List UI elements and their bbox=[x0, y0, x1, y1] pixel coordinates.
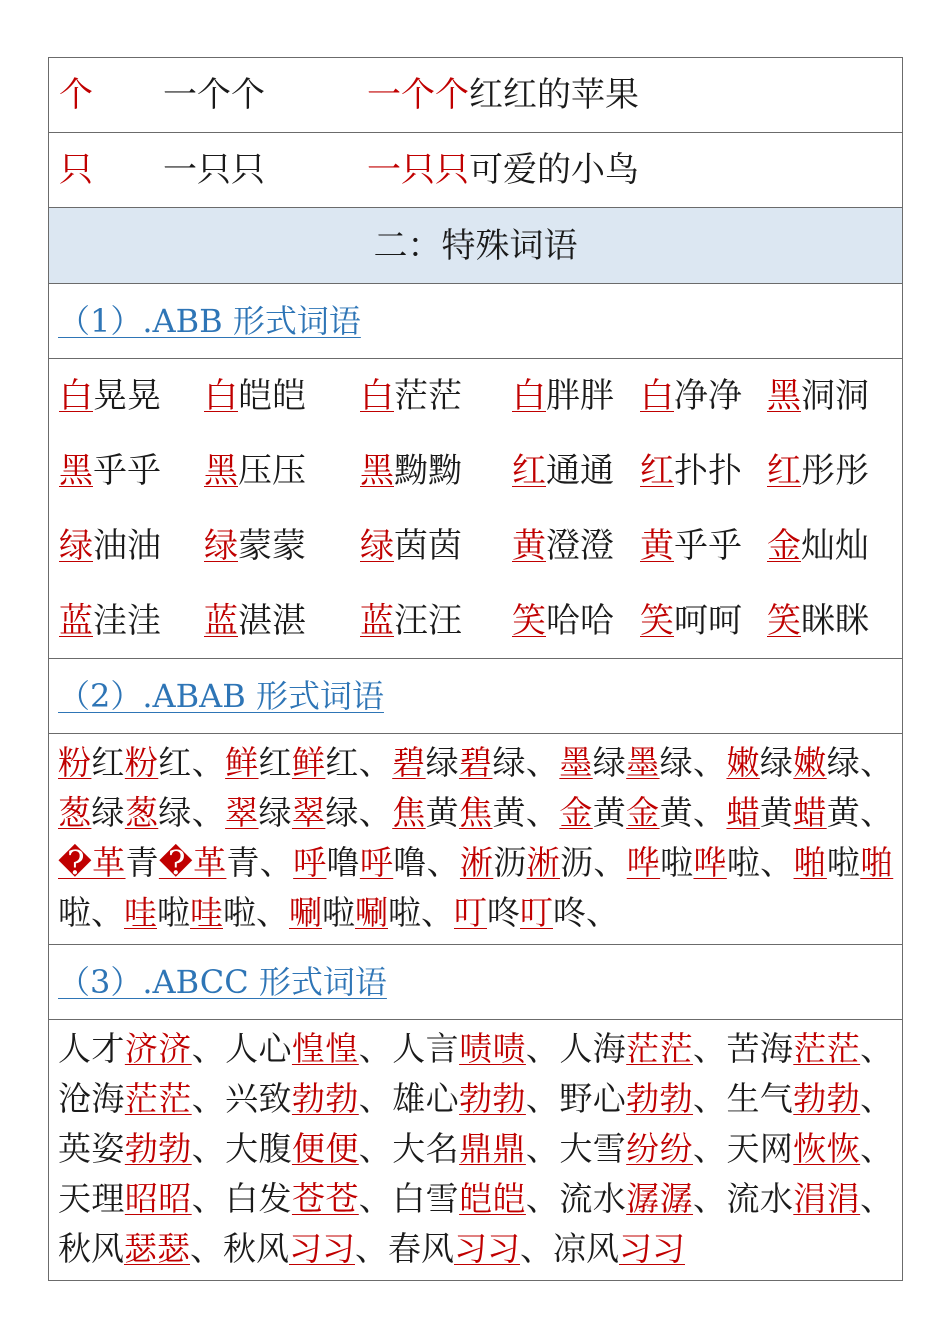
abab-b: 噜 bbox=[326, 843, 360, 882]
abab-a: 唰 bbox=[289, 893, 322, 932]
abb-tail: 胖胖 bbox=[546, 376, 614, 416]
abb-head-char: 绿 bbox=[59, 526, 93, 566]
separator: 、 bbox=[190, 1229, 223, 1268]
abcc-ab: 大名 bbox=[392, 1129, 460, 1168]
abab-b: 黄 bbox=[826, 793, 861, 832]
abb-word bbox=[640, 584, 742, 659]
abcc-cc: 勃勃 bbox=[124, 1129, 192, 1168]
abcc-word bbox=[559, 1079, 726, 1118]
abab-word bbox=[726, 793, 893, 832]
separator: 、 bbox=[586, 893, 619, 932]
abab-a: 嫩 bbox=[726, 743, 760, 782]
abab-a: 啪 bbox=[860, 843, 894, 882]
abab-a: 蜡 bbox=[726, 793, 760, 832]
abcc-cc: 昭昭 bbox=[124, 1179, 192, 1218]
abb-row bbox=[49, 359, 902, 434]
abb-head-char: 蓝 bbox=[204, 601, 238, 641]
abb-head-char: 蓝 bbox=[59, 601, 93, 641]
classifier: 个 bbox=[59, 75, 93, 115]
separator: 、 bbox=[259, 843, 294, 882]
abb-head-char: 绿 bbox=[204, 526, 238, 566]
separator: 、 bbox=[91, 893, 124, 932]
abb-head-char: 笑 bbox=[767, 601, 801, 641]
abb-tail: 通通 bbox=[546, 451, 614, 491]
abcc-cc: 鼎鼎 bbox=[459, 1129, 526, 1168]
abab-b: 绿 bbox=[492, 743, 526, 782]
abab-a: 粉 bbox=[124, 743, 159, 782]
abb-tail: 乎乎 bbox=[93, 451, 161, 491]
abb-tail: 乎乎 bbox=[674, 526, 742, 566]
abab-b: 绿 bbox=[325, 793, 359, 832]
abcc-cc: 茫茫 bbox=[793, 1029, 861, 1068]
abab-a: 粉 bbox=[58, 743, 92, 782]
abcc-cc: 茫茫 bbox=[124, 1079, 192, 1118]
abcc-cc: 瑟瑟 bbox=[124, 1229, 190, 1268]
abcc-word bbox=[58, 1129, 225, 1168]
abb-word bbox=[512, 434, 614, 509]
abab-b: 绿 bbox=[258, 793, 292, 832]
abb-word bbox=[512, 584, 614, 659]
abab-b: 红 bbox=[325, 743, 359, 782]
abb-head-char: 红 bbox=[512, 451, 546, 491]
abb-tail: 净净 bbox=[674, 376, 742, 416]
subheading-abab: （2）.ABAB 形式词语 bbox=[49, 659, 902, 734]
separator: 、 bbox=[693, 1129, 727, 1168]
abcc-cc: 苍苍 bbox=[291, 1179, 359, 1218]
abcc-word bbox=[392, 1179, 559, 1218]
abab-word bbox=[559, 793, 726, 832]
abb-head-char: 金 bbox=[767, 526, 801, 566]
reduplication: 一只只 bbox=[163, 150, 265, 190]
example-phrase: 一个个红红的苹果 bbox=[367, 75, 639, 115]
abb-tail: 汪汪 bbox=[394, 601, 462, 641]
abcc-ab: 白发 bbox=[225, 1179, 292, 1218]
abab-b: 红 bbox=[258, 743, 292, 782]
abb-tail: 皑皑 bbox=[238, 376, 306, 416]
separator: 、 bbox=[525, 793, 560, 832]
abb-word bbox=[640, 359, 742, 434]
abb-head-char: 红 bbox=[640, 451, 674, 491]
abab-b: 青 bbox=[125, 843, 159, 882]
abb-word bbox=[767, 434, 869, 509]
separator: 、 bbox=[191, 793, 226, 832]
abcc-ab: 大雪 bbox=[559, 1129, 627, 1168]
separator: 、 bbox=[426, 843, 460, 882]
abab-word-list bbox=[49, 734, 902, 945]
abab-b: 黄 bbox=[759, 793, 794, 832]
abb-row bbox=[49, 584, 902, 659]
abab-a: 淅 bbox=[526, 843, 561, 882]
abcc-ab: 生气 bbox=[726, 1079, 794, 1118]
abcc-word bbox=[388, 1229, 553, 1268]
abcc-word bbox=[726, 1029, 893, 1068]
abb-head-char: 笑 bbox=[512, 601, 546, 641]
subheading-abcc: （3）.ABCC 形式词语 bbox=[49, 945, 902, 1020]
abcc-word bbox=[392, 1079, 559, 1118]
abb-tail: 晃晃 bbox=[93, 376, 161, 416]
abcc-cc: 勃勃 bbox=[793, 1079, 861, 1118]
abb-head-char: 黑 bbox=[767, 376, 801, 416]
section-title: 二：特殊词语 bbox=[49, 208, 902, 284]
abab-a: �革 bbox=[58, 843, 126, 882]
abcc-ab: 野心 bbox=[559, 1079, 627, 1118]
separator: 、 bbox=[191, 1179, 226, 1218]
abab-b: 黄 bbox=[492, 793, 526, 832]
abb-tail: 洼洼 bbox=[93, 601, 161, 641]
separator: 、 bbox=[358, 793, 393, 832]
abab-a: 金 bbox=[626, 793, 660, 832]
abcc-cc: 恢恢 bbox=[793, 1129, 861, 1168]
abb-tail: 黝黝 bbox=[394, 451, 462, 491]
abb-word bbox=[204, 509, 306, 584]
abcc-cc: 习习 bbox=[619, 1229, 685, 1268]
abcc-cc: 勃勃 bbox=[291, 1079, 359, 1118]
abcc-word bbox=[225, 1179, 392, 1218]
abab-a: 碧 bbox=[459, 743, 493, 782]
separator: 、 bbox=[358, 1179, 393, 1218]
separator: 、 bbox=[358, 743, 393, 782]
abcc-word bbox=[58, 1179, 225, 1218]
abab-b: 啦 bbox=[826, 843, 861, 882]
abcc-ab: 英姿 bbox=[58, 1129, 125, 1168]
abb-tail: 压压 bbox=[238, 451, 306, 491]
abb-word bbox=[767, 584, 869, 659]
example-phrase: 一只只可爱的小鸟 bbox=[367, 150, 639, 190]
abcc-ab: 流水 bbox=[559, 1179, 627, 1218]
abb-head-char: 白 bbox=[640, 376, 674, 416]
abcc-cc: 潺潺 bbox=[626, 1179, 694, 1218]
measure-row-ge bbox=[49, 58, 902, 133]
abb-word bbox=[59, 584, 161, 659]
abcc-word bbox=[223, 1229, 388, 1268]
abcc-word bbox=[726, 1079, 893, 1118]
classifier: 只 bbox=[59, 150, 93, 190]
abab-b: 咚 bbox=[487, 893, 520, 932]
abab-a: 呼 bbox=[293, 843, 327, 882]
abab-word bbox=[58, 793, 225, 832]
abb-tail: 蒙蒙 bbox=[238, 526, 306, 566]
abb-head-char: 白 bbox=[204, 376, 238, 416]
abb-head-char: 笑 bbox=[640, 601, 674, 641]
abab-a: 鲜 bbox=[291, 743, 326, 782]
abab-b: 啦 bbox=[660, 843, 694, 882]
abab-b: 黄 bbox=[659, 793, 694, 832]
abb-word bbox=[59, 359, 161, 434]
abab-word bbox=[293, 843, 460, 882]
abcc-word bbox=[392, 1129, 559, 1168]
abcc-cc: 勃勃 bbox=[626, 1079, 694, 1118]
abcc-ab: 大腹 bbox=[225, 1129, 292, 1168]
abcc-ab: 秋风 bbox=[58, 1229, 124, 1268]
abb-tail: 呵呵 bbox=[674, 601, 742, 641]
abb-tail: 哈哈 bbox=[546, 601, 614, 641]
separator: 、 bbox=[525, 1029, 560, 1068]
abab-a: 哗 bbox=[693, 843, 727, 882]
abab-word bbox=[225, 743, 392, 782]
abcc-ab: 天网 bbox=[726, 1129, 794, 1168]
abcc-word bbox=[559, 1179, 726, 1218]
abab-b: 沥 bbox=[493, 843, 527, 882]
separator: 、 bbox=[693, 743, 727, 782]
abab-b: 啦 bbox=[726, 843, 761, 882]
abb-word bbox=[640, 509, 742, 584]
abab-b: 啦 bbox=[157, 893, 190, 932]
abcc-word bbox=[726, 1179, 893, 1218]
abcc-ab: 白雪 bbox=[392, 1179, 460, 1218]
separator: 、 bbox=[693, 1179, 727, 1218]
abb-word bbox=[767, 359, 869, 434]
abcc-ab: 兴致 bbox=[225, 1079, 292, 1118]
abcc-cc: 便便 bbox=[291, 1129, 359, 1168]
abab-a: 金 bbox=[559, 793, 593, 832]
abab-a: 翠 bbox=[291, 793, 326, 832]
abab-a: 哇 bbox=[190, 893, 223, 932]
abb-head-char: 蓝 bbox=[360, 601, 394, 641]
abab-b: 黄 bbox=[592, 793, 627, 832]
separator: 、 bbox=[525, 1079, 560, 1118]
abcc-word bbox=[225, 1029, 392, 1068]
separator: 、 bbox=[358, 1079, 393, 1118]
separator: 、 bbox=[860, 1129, 894, 1168]
abcc-ab: 人言 bbox=[392, 1029, 460, 1068]
abb-tail: 油油 bbox=[93, 526, 161, 566]
abcc-ab: 流水 bbox=[726, 1179, 794, 1218]
abab-a: 叮 bbox=[454, 893, 487, 932]
abab-b: 绿 bbox=[158, 793, 192, 832]
abab-b: 咚 bbox=[553, 893, 586, 932]
abab-a: 墨 bbox=[626, 743, 660, 782]
abab-a: 呼 bbox=[359, 843, 394, 882]
abab-a: 唰 bbox=[355, 893, 388, 932]
subheading-abb: （1）.ABB 形式词语 bbox=[49, 284, 902, 359]
abab-word bbox=[225, 793, 392, 832]
abb-word bbox=[512, 359, 614, 434]
abab-b: 绿 bbox=[826, 743, 861, 782]
measure-row-zhi bbox=[49, 133, 902, 208]
abb-head-char: 绿 bbox=[360, 526, 394, 566]
abab-word bbox=[460, 843, 627, 882]
abcc-cc: 勃勃 bbox=[459, 1079, 526, 1118]
abb-word bbox=[59, 509, 161, 584]
separator: 、 bbox=[860, 1179, 894, 1218]
separator: 、 bbox=[693, 1079, 727, 1118]
abab-b: 啦 bbox=[223, 893, 256, 932]
abcc-ab: 沧海 bbox=[58, 1079, 125, 1118]
abab-word bbox=[58, 843, 293, 882]
abcc-word bbox=[559, 1029, 726, 1068]
abab-b: 啦 bbox=[58, 893, 91, 932]
abb-word bbox=[360, 509, 462, 584]
abab-b: 啦 bbox=[322, 893, 355, 932]
word-table bbox=[48, 57, 903, 1281]
abcc-word bbox=[225, 1129, 392, 1168]
abcc-word bbox=[559, 1129, 726, 1168]
abb-tail: 茫茫 bbox=[394, 376, 462, 416]
abb-tail: 洞洞 bbox=[801, 376, 869, 416]
abab-a: 鲜 bbox=[225, 743, 259, 782]
abb-head-char: 白 bbox=[59, 376, 93, 416]
separator: 、 bbox=[191, 1079, 226, 1118]
abb-word bbox=[204, 434, 306, 509]
abab-a: 碧 bbox=[392, 743, 426, 782]
abab-word bbox=[392, 793, 559, 832]
abab-word bbox=[392, 743, 559, 782]
abcc-cc: 茫茫 bbox=[626, 1029, 694, 1068]
abcc-word bbox=[726, 1129, 893, 1168]
abab-word bbox=[627, 843, 794, 882]
separator: 、 bbox=[191, 1029, 226, 1068]
abcc-word bbox=[392, 1029, 559, 1068]
abab-b: 噜 bbox=[393, 843, 427, 882]
abb-word bbox=[204, 359, 306, 434]
separator: 、 bbox=[191, 1129, 226, 1168]
abb-head-char: 黑 bbox=[204, 451, 238, 491]
abb-tail: 眯眯 bbox=[801, 601, 869, 641]
separator: 、 bbox=[860, 743, 894, 782]
separator: 、 bbox=[525, 1129, 560, 1168]
abb-head-char: 黄 bbox=[512, 526, 546, 566]
abab-a: 哇 bbox=[124, 893, 157, 932]
abb-word bbox=[360, 434, 462, 509]
abcc-cc: 皑皑 bbox=[459, 1179, 526, 1218]
abab-word bbox=[559, 743, 726, 782]
separator: 、 bbox=[358, 1029, 393, 1068]
abb-head-char: 白 bbox=[512, 376, 546, 416]
abab-b: 绿 bbox=[759, 743, 794, 782]
abb-tail: 茵茵 bbox=[394, 526, 462, 566]
abab-a: 墨 bbox=[559, 743, 593, 782]
separator: 、 bbox=[525, 743, 560, 782]
separator: 、 bbox=[355, 1229, 388, 1268]
abcc-ab: 人心 bbox=[225, 1029, 292, 1068]
abcc-ab: 秋风 bbox=[223, 1229, 289, 1268]
reduplication: 一个个 bbox=[163, 75, 265, 115]
separator: 、 bbox=[693, 793, 727, 832]
abab-a: 哗 bbox=[626, 843, 661, 882]
abab-a: 蜡 bbox=[793, 793, 827, 832]
separator: 、 bbox=[593, 843, 627, 882]
abab-word bbox=[726, 743, 893, 782]
abcc-ab: 人才 bbox=[58, 1029, 125, 1068]
separator: 、 bbox=[525, 1179, 560, 1218]
abab-a: 嫩 bbox=[793, 743, 827, 782]
abcc-cc: 习习 bbox=[454, 1229, 520, 1268]
abab-b: 绿 bbox=[592, 743, 627, 782]
abab-b: 绿 bbox=[425, 743, 460, 782]
abab-b: 绿 bbox=[659, 743, 694, 782]
abab-word bbox=[124, 893, 289, 932]
abab-a: 葱 bbox=[58, 793, 92, 832]
abcc-cc: 啧啧 bbox=[459, 1029, 526, 1068]
abb-tail: 彤彤 bbox=[801, 451, 869, 491]
abab-word bbox=[58, 743, 225, 782]
abb-word bbox=[640, 434, 742, 509]
abab-a: 葱 bbox=[124, 793, 159, 832]
abcc-cc: 济济 bbox=[124, 1029, 192, 1068]
abcc-cc: 纷纷 bbox=[626, 1129, 694, 1168]
abcc-word bbox=[58, 1229, 223, 1268]
abab-b: 沥 bbox=[560, 843, 594, 882]
abcc-cc: 涓涓 bbox=[793, 1179, 861, 1218]
abcc-cc: 惶惶 bbox=[291, 1029, 359, 1068]
separator: 、 bbox=[191, 743, 226, 782]
abb-word bbox=[59, 434, 161, 509]
abb-tail: 灿灿 bbox=[801, 526, 869, 566]
abb-word bbox=[360, 359, 462, 434]
abb-word-grid bbox=[49, 359, 902, 659]
abcc-word bbox=[225, 1079, 392, 1118]
abab-a: 焦 bbox=[459, 793, 493, 832]
abab-b: 黄 bbox=[425, 793, 460, 832]
abab-a: 淅 bbox=[459, 843, 494, 882]
abb-word bbox=[204, 584, 306, 659]
abcc-ab: 人海 bbox=[559, 1029, 627, 1068]
abcc-ab: 凉风 bbox=[553, 1229, 619, 1268]
abab-a: 焦 bbox=[392, 793, 426, 832]
separator: 、 bbox=[860, 793, 894, 832]
abcc-cc: 习习 bbox=[289, 1229, 355, 1268]
abb-row bbox=[49, 509, 902, 584]
abcc-word-list bbox=[49, 1020, 902, 1280]
abcc-word bbox=[553, 1229, 685, 1268]
abb-head-char: 黑 bbox=[360, 451, 394, 491]
separator: 、 bbox=[358, 1129, 393, 1168]
abcc-ab: 雄心 bbox=[392, 1079, 460, 1118]
abb-row bbox=[49, 434, 902, 509]
abb-tail: 湛湛 bbox=[238, 601, 306, 641]
abab-b: 红 bbox=[91, 743, 125, 782]
abab-a: �革 bbox=[158, 843, 227, 882]
abab-b: 啦 bbox=[388, 893, 421, 932]
abab-word bbox=[289, 893, 454, 932]
separator: 、 bbox=[693, 1029, 727, 1068]
abab-word bbox=[454, 893, 619, 932]
separator: 、 bbox=[760, 843, 794, 882]
separator: 、 bbox=[256, 893, 289, 932]
abb-word bbox=[767, 509, 869, 584]
separator: 、 bbox=[860, 1079, 894, 1118]
separator: 、 bbox=[860, 1029, 894, 1068]
separator: 、 bbox=[421, 893, 454, 932]
abab-a: 翠 bbox=[225, 793, 259, 832]
abab-a: 叮 bbox=[520, 893, 553, 932]
abb-tail: 扑扑 bbox=[674, 451, 742, 491]
separator: 、 bbox=[520, 1229, 553, 1268]
abcc-ab: 春风 bbox=[388, 1229, 454, 1268]
abcc-word bbox=[58, 1079, 225, 1118]
abcc-ab: 天理 bbox=[58, 1179, 125, 1218]
abb-tail: 澄澄 bbox=[546, 526, 614, 566]
abb-head-char: 黑 bbox=[59, 451, 93, 491]
abb-head-char: 黄 bbox=[640, 526, 674, 566]
abab-b: 红 bbox=[158, 743, 192, 782]
abb-word bbox=[360, 584, 462, 659]
abab-a: 啪 bbox=[793, 843, 827, 882]
abb-word bbox=[512, 509, 614, 584]
abcc-word bbox=[58, 1029, 225, 1068]
abb-head-char: 白 bbox=[360, 376, 394, 416]
abab-b: 绿 bbox=[91, 793, 125, 832]
abcc-ab: 苦海 bbox=[726, 1029, 794, 1068]
abb-head-char: 红 bbox=[767, 451, 801, 491]
abab-b: 青 bbox=[226, 843, 260, 882]
